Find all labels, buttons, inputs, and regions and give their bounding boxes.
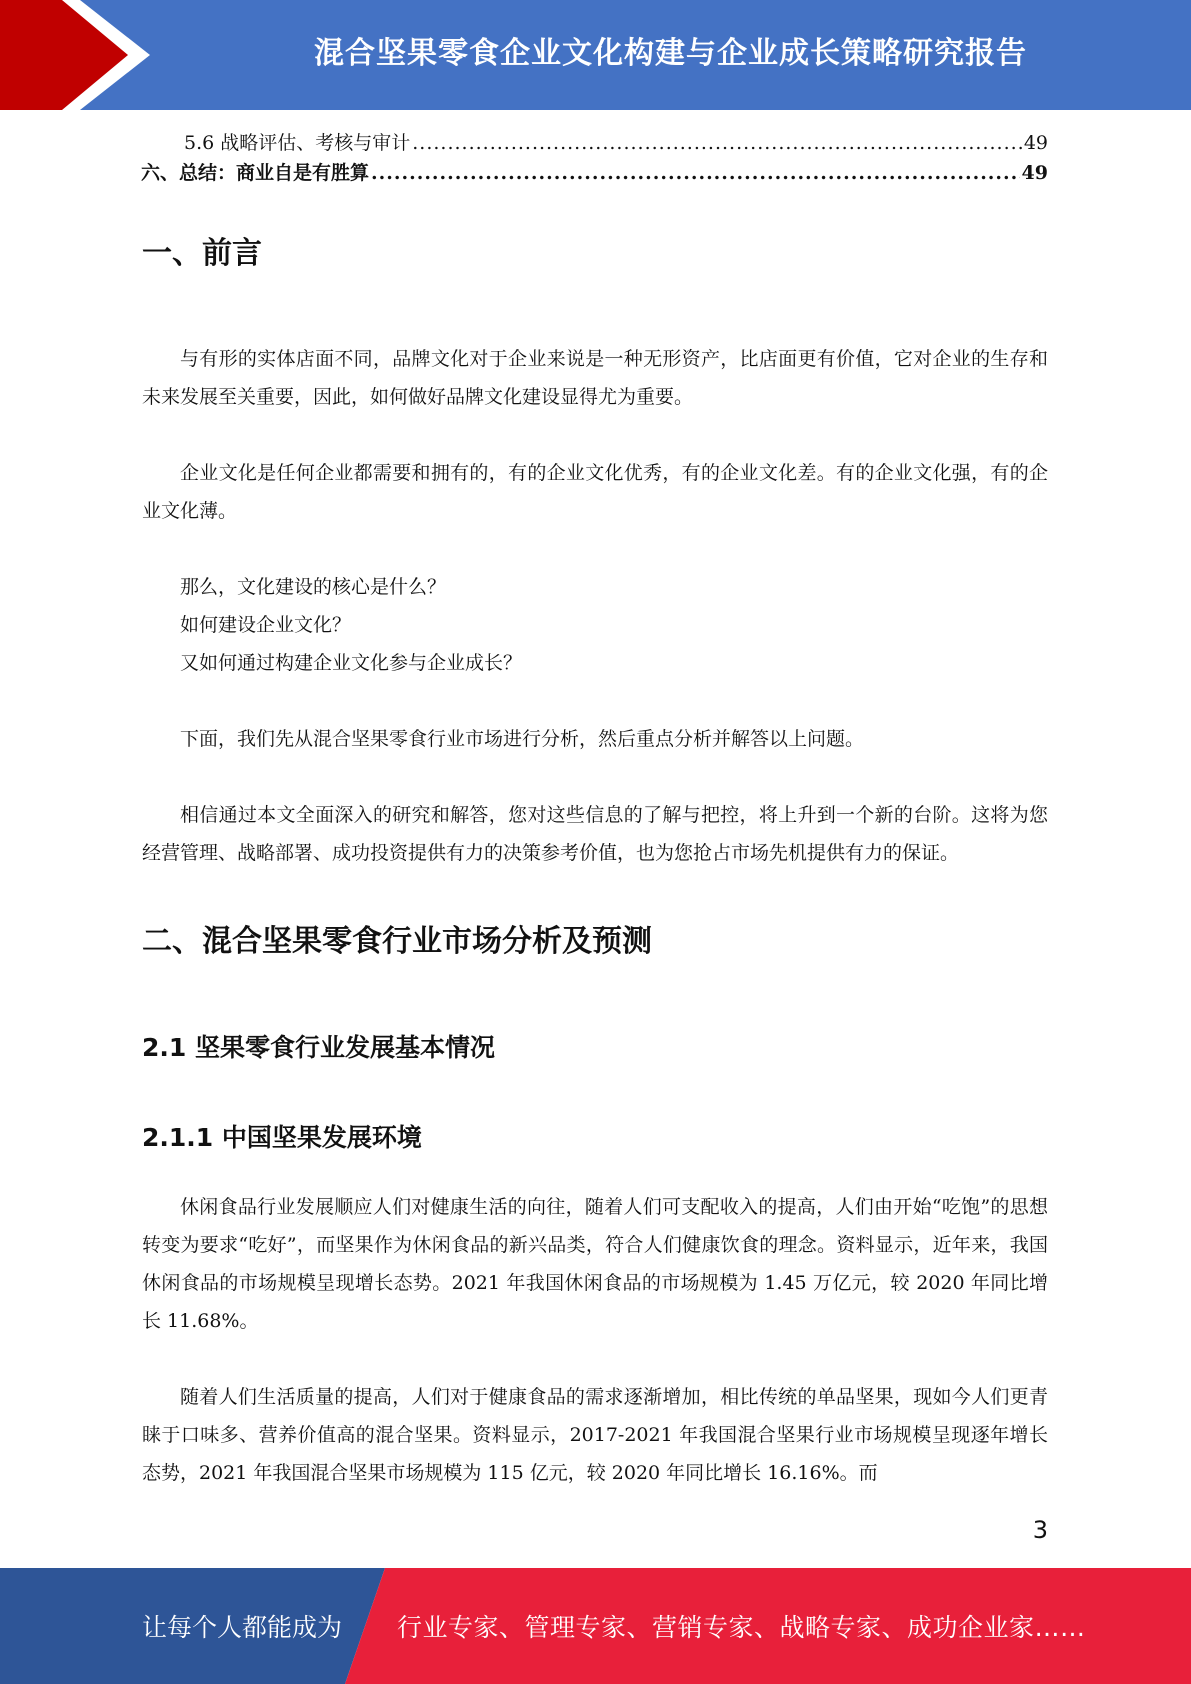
document-body [142, 228, 1048, 1492]
subsection-heading: 2.1.1 中国坚果发展环境 [142, 1123, 422, 1152]
paragraph: 相信通过本文全面深入的研究和解答，您对这些信息的了解与把控，将上升到一个新的台阶。这将为您经营管理、战略部署、成功投资提供有力的决策参考价值，也为您抢占市场先机提供有力的保证。 [142, 804, 1048, 864]
paragraph: 企业文化是任何企业都需要和拥有的，有的企业文化优秀，有的企业文化差。有的企业文化强，有的企业文化薄。 [142, 462, 1048, 522]
paragraph: 与有形的实体店面不同，品牌文化对于企业来说是一种无形资产，比店面更有价值，它对企业的生存和未来发展至关重要，因此，如何做好品牌文化建设显得尤为重要。 [142, 348, 1048, 408]
page-header [0, 0, 1191, 110]
page-number: 3 [1032, 1516, 1048, 1544]
question-line: 又如何通过构建企业文化参与企业成长？ [180, 652, 523, 674]
subsection-heading: 2.1 坚果零食行业发展基本情况 [142, 1033, 495, 1062]
toc-leader-dots [371, 159, 1020, 187]
toc-entry[interactable] [141, 129, 1048, 157]
question-line: 那么，文化建设的核心是什么？ [180, 576, 447, 598]
section-heading-preface: 一、前言 [142, 236, 262, 271]
footer-slogan-right: 行业专家、管理专家、营销专家、战略专家、成功企业家…… [397, 1613, 1086, 1642]
paragraph: 休闲食品行业发展顺应人们对健康生活的向往，随着人们可支配收入的提高，人们由开始“吃饱”的思想转变为要求“吃好”，而坚果作为休闲食品的新兴品类，符合人们健康饮食的理念。资料显示，近年来，我国休闲食品的市场规模呈现增长态势。2021 年我国休闲食品的市场规模为 1.45 万亿元，较 2020 年同比增长 11.68%。 [142, 1196, 1048, 1332]
toc-entry[interactable] [141, 159, 1048, 187]
toc-leader-dots [412, 129, 1022, 157]
question-line: 如何建设企业文化？ [180, 614, 352, 636]
toc-entry-label: 5.6 战略评估、考核与审计 [184, 132, 411, 154]
toc-entry-page: 49 [1023, 132, 1048, 154]
header-title: 混合坚果零食企业文化构建与企业成长策略研究报告 [314, 36, 1027, 71]
toc-entry-label: 六、总结：商业自是有胜算 [141, 162, 370, 184]
toc-entry-page: 49 [1021, 162, 1048, 184]
section-heading-market-analysis: 二、混合坚果零食行业市场分析及预测 [142, 924, 652, 959]
header-arrow-graphic [0, 0, 160, 110]
paragraph: 下面，我们先从混合坚果零食行业市场进行分析，然后重点分析并解答以上问题。 [180, 728, 865, 750]
footer-slogan-left: 让每个人都能成为 [142, 1613, 343, 1642]
paragraph: 随着人们生活质量的提高，人们对于健康食品的需求逐渐增加，相比传统的单品坚果，现如今人们更青睐于口味多、营养价值高的混合坚果。资料显示，2017-2021 年我国混合坚果行业市场规模呈现逐年增长态势，2021 年我国混合坚果市场规模为 115 亿元，较 2020 年同比增长 16.16%。而 [142, 1386, 1048, 1484]
page-footer [0, 1568, 1191, 1684]
